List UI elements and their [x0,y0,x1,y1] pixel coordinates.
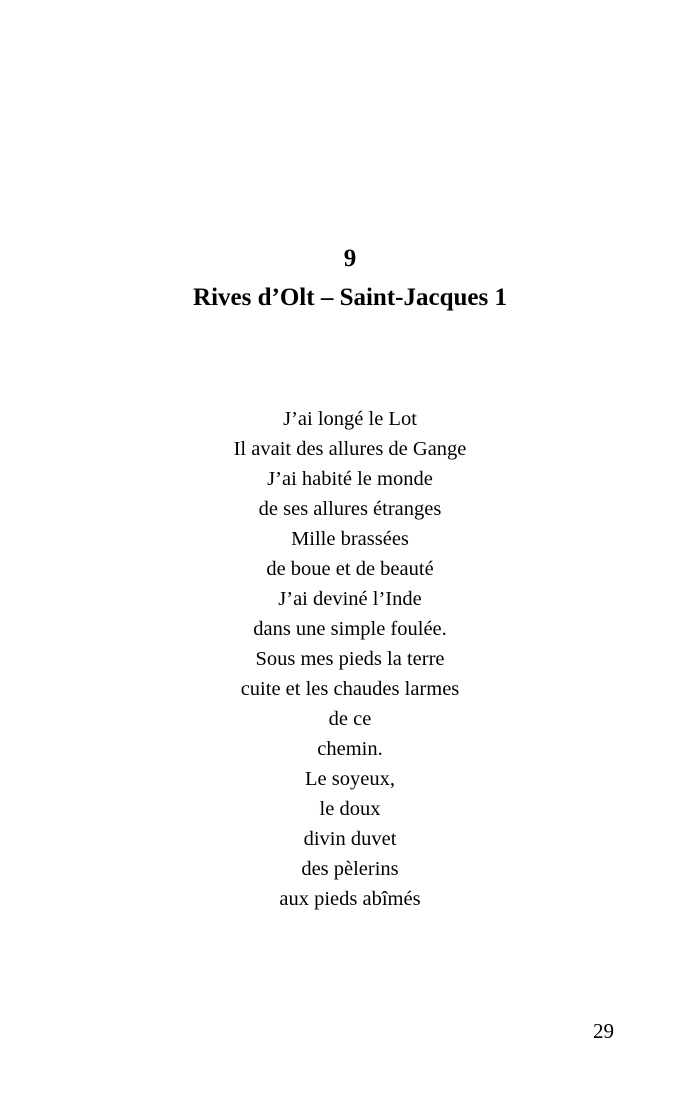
poem-line: Il avait des allures de Gange [233,438,467,460]
poem-line: des pèlerins [301,858,399,880]
poem-line: Sous mes pieds la terre [255,648,445,670]
poem-line: Le soyeux, [305,768,395,790]
chapter-title: Rives d’Olt – Saint-Jacques 1 [193,284,507,311]
poem-line: divin duvet [303,828,397,850]
poem-line: J’ai deviné l’Inde [278,588,422,610]
poem-line: J’ai longé le Lot [283,408,417,430]
poem-line: le doux [319,798,381,820]
poem [0,404,700,914]
poem-line: cuite et les chaudes larmes [240,678,460,700]
poem-line: aux pieds abîmés [279,888,421,910]
page-number: 29 [593,1019,614,1043]
poem-line: Mille brassées [291,528,409,550]
poem-line: de ce [328,708,372,730]
chapter-number: 9 [343,245,357,272]
poem-line: chemin. [317,738,383,760]
poem-line: J’ai habité le monde [267,468,433,490]
poem-line: de boue et de beauté [266,558,434,580]
poem-line: de ses allures étranges [258,498,442,520]
poem-line: dans une simple foulée. [253,618,447,640]
